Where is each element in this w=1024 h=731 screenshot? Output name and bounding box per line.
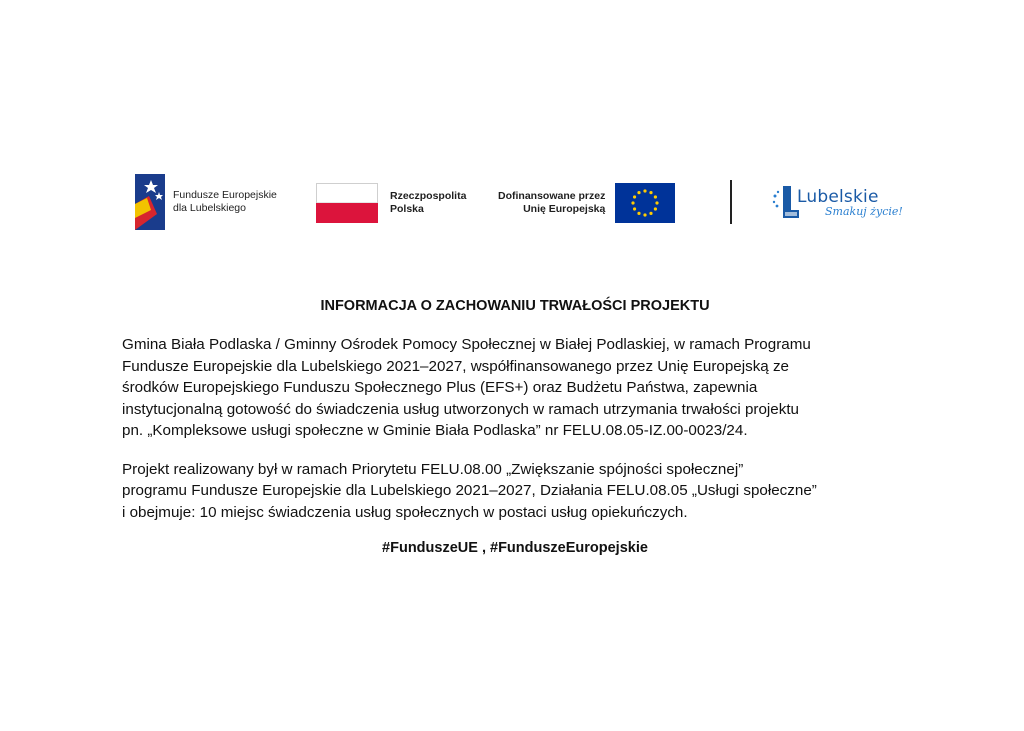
lubelskie-logo [771, 182, 903, 222]
paragraph-1-line: instytucjonalną gotowość do świadczenia usług utworzonych w ramach utrzymania trwałości projektu [122, 400, 800, 418]
logo-divider [730, 180, 732, 224]
paragraph-1-line: Gmina Biała Podlaska / Gminny Ośrodek Pomocy Społecznej w Białej Podlaskiej, w ramach Programu [122, 336, 811, 353]
fe-logo [135, 174, 277, 230]
rp-logo [316, 183, 466, 223]
paragraph-2-line: programu Fundusze Europejskie dla Lubelskiego 2021–2027, Działania FELU.08.05 „Usługi społeczne” [122, 482, 817, 499]
paragraph-2 [122, 459, 908, 524]
fundusze-europejskie-star-flag-icon [135, 174, 165, 230]
paragraph-1-line: środków Europejskiego Funduszu Społecznego Plus (EFS+) oraz Budżetu Państwa, zapewnia [122, 379, 758, 396]
paragraph-1 [122, 334, 908, 442]
fe-logo-line1: Fundusze Europejskie [173, 189, 277, 201]
rp-logo-line2: Polska [390, 203, 424, 215]
document-content [122, 298, 908, 556]
eu-logo [498, 183, 675, 223]
eu-logo-line2: Unię Europejską [523, 203, 606, 215]
lubelskie-word: Lubelskie [797, 186, 879, 207]
eu-flag-icon [615, 183, 675, 223]
hashtags: #FunduszeUE , #FunduszeEuropejskie [382, 540, 648, 556]
polish-flag-icon [316, 183, 378, 223]
eu-logo-line1: Dofinansowane przez [498, 190, 606, 202]
rp-logo-line1: Rzeczpospolita [390, 190, 467, 202]
paragraph-2-line: Projekt realizowany był w ramach Priorytetu FELU.08.00 „Zwiększanie spójności społecznej” [122, 460, 744, 478]
paragraph-2-line: i obejmuje: 10 miejsc świadczenia usług społecznych w postaci usług opiekuńczych. [122, 503, 688, 521]
fe-logo-line2: dla Lubelskiego [173, 202, 246, 214]
document-title: INFORMACJA O ZACHOWANIU TRWAŁOŚCI PROJEKTU [320, 298, 710, 314]
paragraph-1-line: pn. „Kompleksowe usługi społeczne w Gminie Biała Podlaska” nr FELU.08.05-IZ.00-0023/24. [122, 422, 748, 439]
logo-bar [123, 158, 903, 244]
lubelskie-tagline: Smakuj życie! [825, 204, 903, 218]
paragraph-1-line: Fundusze Europejskie dla Lubelskiego 2021–2027, współfinansowanego przez Unię Europejską ze [122, 357, 789, 375]
